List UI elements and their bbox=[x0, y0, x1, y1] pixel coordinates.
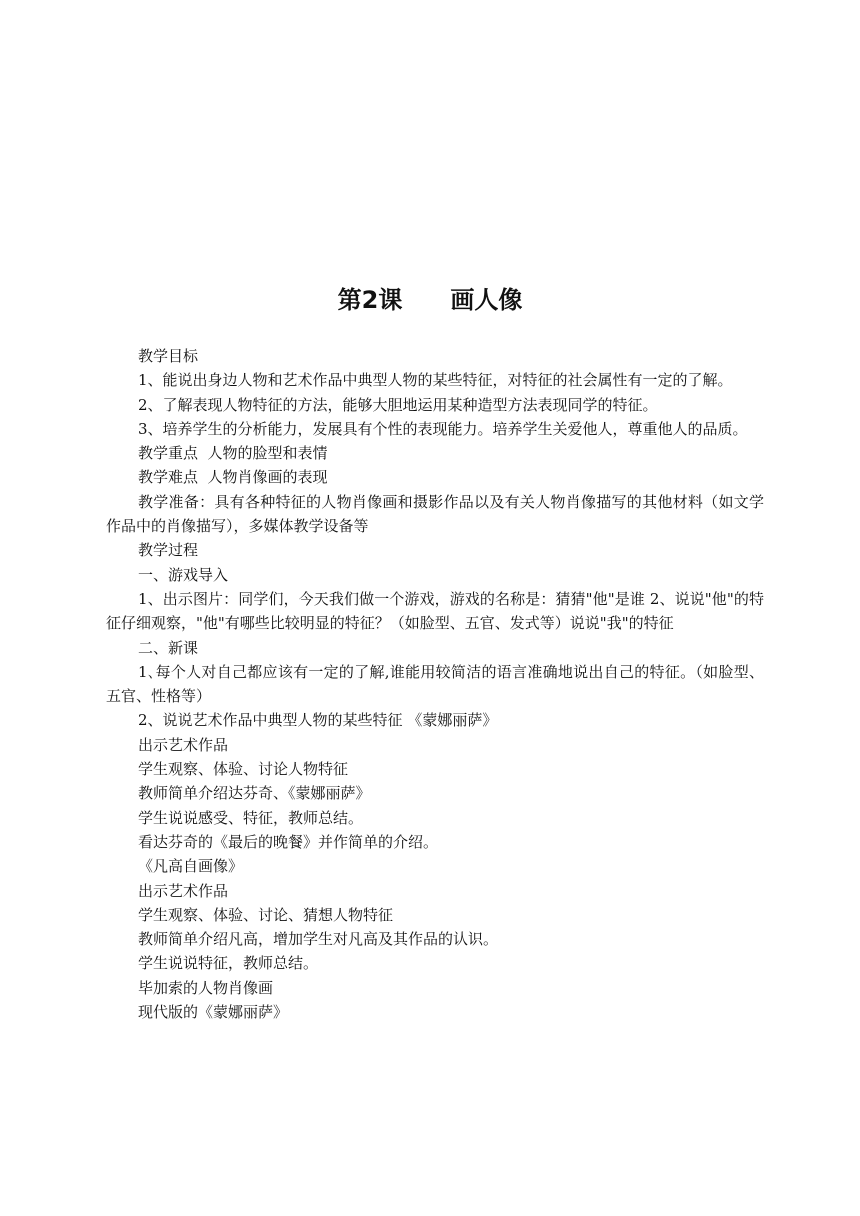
paragraph: 看达芬奇的《最后的晚餐》并作简单的介绍。 bbox=[138, 832, 439, 851]
lesson-name: 画人像 bbox=[450, 286, 523, 314]
paragraph: 学生说说感受、特征，教师总结。 bbox=[138, 808, 364, 827]
paragraph: 学生观察、体验、讨论、猜想人物特征 bbox=[138, 905, 394, 924]
paragraph: 出示艺术作品 bbox=[138, 735, 229, 754]
document-body bbox=[106, 344, 764, 1024]
paragraph: 出示艺术作品 bbox=[138, 881, 229, 900]
lesson-number: 第2课 bbox=[337, 286, 403, 314]
paragraph: 1､每个人对自己都应该有一定的了解,谁能用较简洁的语言准确地说出自己的特征。（如脸型、五官、性格等） bbox=[106, 662, 764, 706]
paragraph: 毕加索的人物肖像画 bbox=[138, 978, 274, 997]
paragraph: 教学难点 人物肖像画的表现 bbox=[138, 468, 328, 487]
paragraph: 《凡高自画像》 bbox=[138, 857, 244, 876]
paragraph: 教学过程 bbox=[138, 541, 199, 560]
paragraph: 教学重点 人物的脸型和表情 bbox=[138, 444, 328, 463]
paragraph: 教师简单介绍凡高，增加学生对凡高及其作品的认识。 bbox=[138, 930, 499, 949]
paragraph: 学生说说特征，教师总结。 bbox=[138, 954, 319, 973]
paragraph: 学生观察、体验、讨论人物特征 bbox=[138, 760, 349, 779]
paragraph: 3、培养学生的分析能力，发展具有个性的表现能力。培养学生关爱他人，尊重他人的品质。 bbox=[138, 419, 748, 438]
paragraph: 2、了解表现人物特征的方法，能够大胆地运用某种造型方法表现同学的特征。 bbox=[138, 395, 658, 414]
paragraph: 现代版的《蒙娜丽萨》 bbox=[138, 1003, 289, 1022]
paragraph: 1、出示图片：同学们，今天我们做一个游戏，游戏的名称是：猜猜"他"是谁 2、说说"他"的特征仔细观察，"他"有哪些比较明显的特征？（如脸型、五官、发式等）说说"我"的特征 bbox=[106, 589, 764, 633]
paragraph: 二、新课 bbox=[138, 638, 199, 657]
paragraph: 教师简单介绍达芬奇、《蒙娜丽萨》 bbox=[138, 784, 371, 803]
paragraph: 一、游戏导入 bbox=[138, 565, 229, 584]
paragraph: 2、说说艺术作品中典型人物的某些特征 《蒙娜丽萨》 bbox=[138, 711, 498, 730]
paragraph: 教学目标 bbox=[138, 347, 199, 365]
page-title bbox=[0, 282, 860, 318]
paragraph: 教学准备：具有各种特征的人物肖像画和摄影作品以及有关人物肖像描写的其他材料（如文学作品中的肖像描写），多媒体教学设备等 bbox=[106, 492, 764, 536]
paragraph: 1、能说出身边人物和艺术作品中典型人物的某些特征，对特征的社会属性有一定的了解。 bbox=[138, 371, 733, 390]
